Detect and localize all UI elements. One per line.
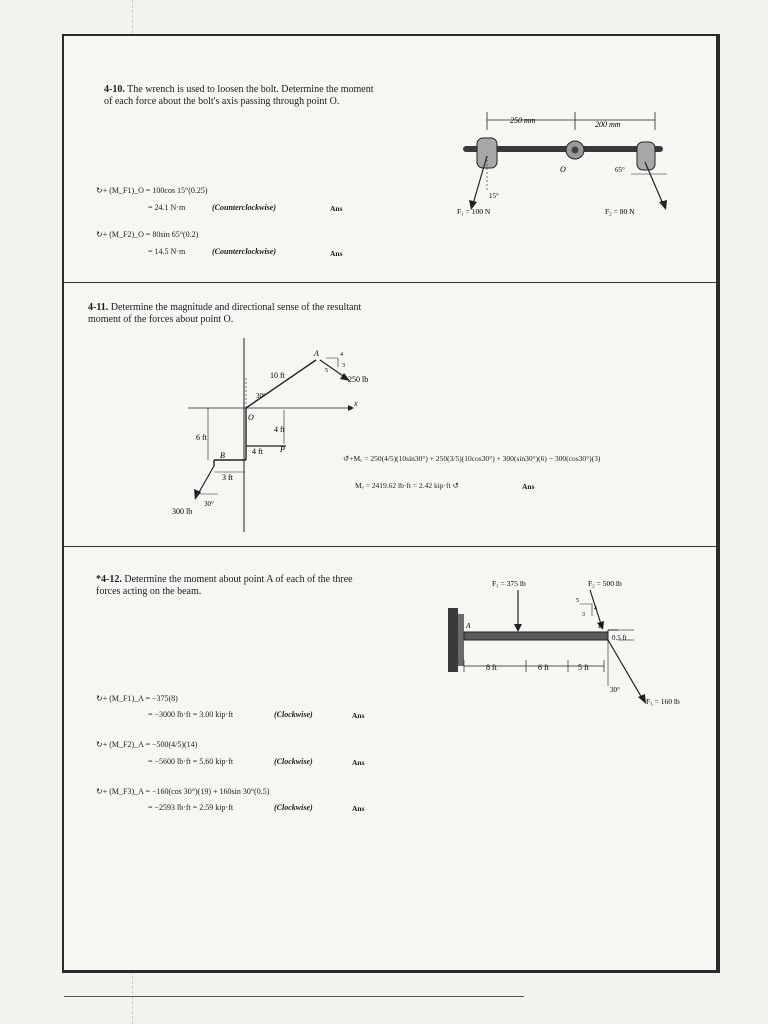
point-a-label: A — [314, 349, 319, 358]
solution-4-12-sense-2: (Clockwise) — [274, 757, 313, 766]
solution-4-10-line-2: ↻+ (M_F2)_O = 80sin 65°(0.2) — [96, 230, 199, 239]
slope-3-label: 3 — [342, 363, 345, 369]
solution-4-12-result-3: = −2593 lb·ft = 2.59 kip·ft — [148, 803, 234, 812]
force-250-label: 250 lb — [348, 375, 368, 384]
solution-4-10-line-1: ↻+ (M_F1)_O = 100cos 15°(0.25) — [96, 186, 208, 195]
slope-5-label: 5 — [325, 368, 328, 374]
solution-4-12-line-2: ↻+ (M_F2)_A = −500(4/5)(14) — [96, 740, 198, 749]
solution-4-12-line-1: ↻+ (M_F1)_A = −375(8) — [96, 694, 178, 703]
solution-4-12-sense-1: (Clockwise) — [274, 710, 313, 719]
force-f1-label: F₁ = 100 N — [457, 207, 491, 216]
dim-right-label: 200 mm — [595, 120, 621, 129]
solution-4-10-result-2: = 14.5 N·m — [148, 247, 186, 256]
angle-65-label: 65° — [615, 166, 625, 174]
dim-4ft-horizontal-label: 4 ft — [252, 447, 263, 456]
dim-left-label: 250 mm — [510, 116, 536, 125]
angle-30-label: 30° — [610, 686, 620, 694]
section-divider — [62, 282, 716, 283]
angle-15-label: 15° — [489, 192, 499, 200]
ans-label: Ans — [330, 249, 343, 258]
force-300-label: 300 lb — [172, 507, 193, 516]
force-f1-label: F₁ = 375 lb — [492, 579, 526, 588]
point-o-label: O — [560, 165, 566, 174]
length-10ft-label: 10 ft — [270, 371, 285, 380]
point-o-label: O — [248, 413, 254, 422]
point-b-label: B — [220, 451, 225, 460]
angle-30-label: 30° — [204, 500, 214, 508]
dim-4ft-vertical-label: 4 ft — [274, 425, 285, 434]
frame-diagram — [168, 334, 368, 534]
force-f3-label: F₃ = 160 lb — [646, 697, 680, 706]
dim-8ft-label: 8 ft — [486, 663, 497, 672]
solution-4-12-result-2: = −5600 lb·ft = 5.60 kip·ft — [148, 757, 234, 766]
solution-4-11-line-1: ↺+Mₒ = 250(4/5)(10sin30°) + 250(3/5)(10cos30°) + 300(sin30°)(6) − 300(cos30°)(3) — [343, 454, 601, 463]
ans-label: Ans — [352, 711, 365, 720]
dim-5ft-label: 5 ft — [578, 663, 589, 672]
solution-4-12-sense-3: (Clockwise) — [274, 803, 313, 812]
dim-0-5ft-label: 0.5 ft — [612, 634, 627, 642]
problem-number: 4-11. — [88, 302, 109, 313]
ans-label: Ans — [352, 804, 365, 813]
problem-text: The wrench is used to loosen the bolt. Determine the moment of each force about the bolt's axis passing through point O. — [104, 84, 374, 107]
solution-4-10-result-1: = 24.1 N·m — [148, 203, 186, 212]
problem-4-12-statement — [96, 574, 376, 598]
slope-4-label: 4 — [340, 352, 343, 358]
force-f2-label: F₂ = 500 lb — [588, 579, 622, 588]
axis-x-label: x — [354, 399, 358, 408]
dim-6ft-label: 6 ft — [196, 433, 207, 442]
slope-3-label: 3 — [582, 612, 585, 618]
bottom-rule — [64, 996, 524, 997]
wrench-diagram — [455, 100, 685, 220]
problem-text: Determine the moment about point A of each of the three forces acting on the beam. — [96, 574, 353, 597]
beam-diagram — [440, 574, 700, 714]
dim-6ft-label: 6 ft — [538, 663, 549, 672]
slope-4-label: 4 — [594, 606, 597, 612]
solution-4-12-result-1: = −3000 lb·ft = 3.00 kip·ft — [148, 710, 234, 719]
point-p-label: P — [280, 445, 285, 454]
problem-4-11-statement — [88, 302, 388, 326]
point-a-label: A — [466, 621, 471, 630]
solution-4-11-line-2: Mₒ = 2419.62 lb·ft = 2.42 kip·ft ↺ — [355, 481, 459, 490]
section-divider — [62, 546, 716, 547]
ans-label: Ans — [352, 758, 365, 767]
angle-30-label: 30° — [256, 392, 266, 400]
slope-5-label: 5 — [576, 598, 579, 604]
ans-label: Ans — [330, 204, 343, 213]
dim-3ft-label: 3 ft — [222, 473, 233, 482]
problem-4-10-statement — [104, 84, 374, 108]
force-f2-label: F₂ = 80 N — [605, 207, 635, 216]
problem-number: *4-12. — [96, 574, 122, 585]
ans-label: Ans — [522, 482, 535, 491]
solution-4-12-line-3: ↻+ (M_F3)_A = −160(cos 30°)(19) + 160sin 30°(0.5) — [96, 787, 270, 796]
problem-number: 4-10. — [104, 84, 125, 95]
solution-4-10-sense-2: (Counterclockwise) — [212, 247, 276, 256]
solution-4-10-sense-1: (Counterclockwise) — [212, 203, 276, 212]
point-b-label: B — [598, 621, 603, 630]
problem-text: Determine the magnitude and directional sense of the resultant moment of the forces about point O. — [88, 302, 362, 325]
